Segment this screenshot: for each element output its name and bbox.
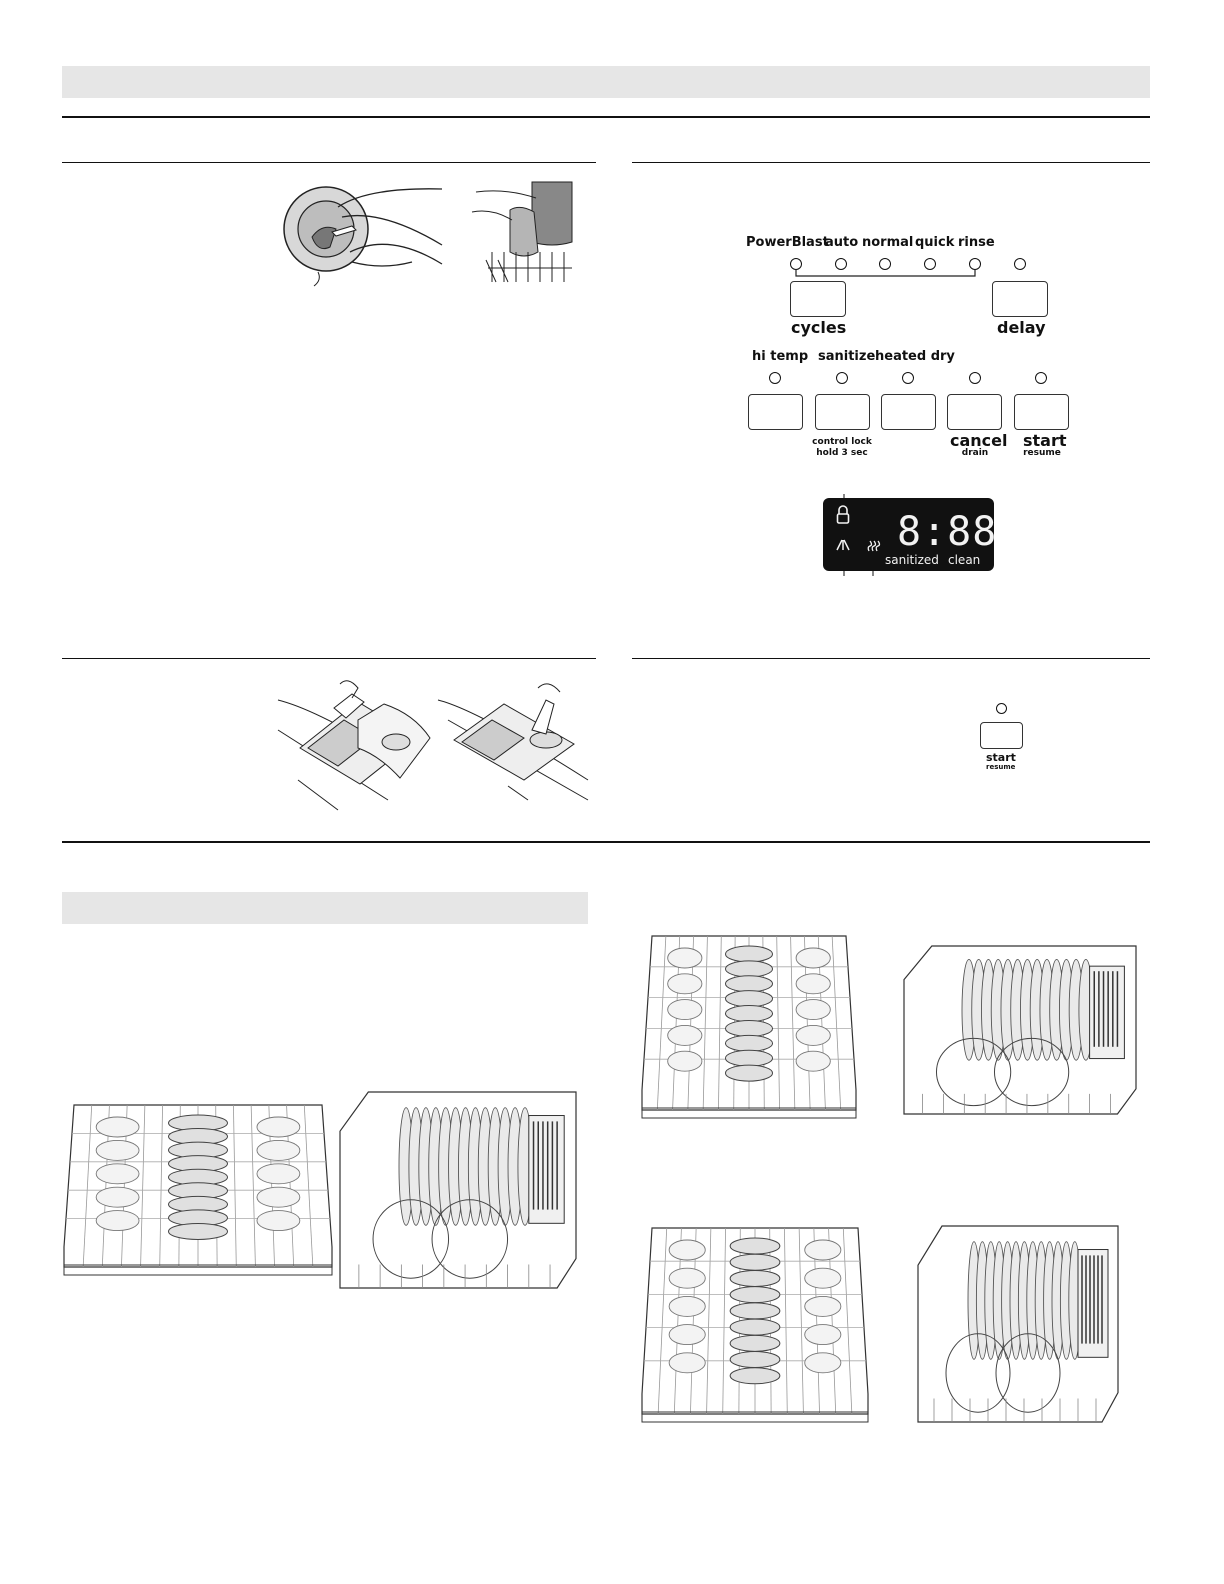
display-digits: 8:88 [897,509,998,555]
upper-rack-illustration-2 [642,936,856,1118]
display-clean: clean [948,553,981,567]
option-label-hi-temp: hi temp [752,349,809,364]
cycle-label-normal: normal [862,235,914,250]
cancel-drain-label: drain [961,448,989,458]
cancel-label: cancel [950,431,1008,450]
cycle-label-auto: auto [825,235,859,250]
option-label-sanitize: sanitize [818,349,876,364]
control-lock-label: control lock [812,437,872,447]
start-panel-resume-label: resume [986,763,1016,771]
lower-rack-illustration-3 [918,1226,1118,1422]
lower-rack-illustration-2 [904,946,1136,1114]
delay-label: delay [997,318,1046,337]
display-sanitized: sanitized [885,553,939,567]
option-label-heated-dry: heated dry [875,349,955,364]
lower-rack-illustration [340,1092,576,1288]
cycle-label-rinse: rinse [958,235,995,250]
start-panel-label: start [986,751,1016,764]
cycle-label-powerblast: PowerBlast [746,235,829,250]
upper-rack-illustration [64,1105,332,1275]
cycles-label: cycles [791,318,847,337]
control-lock-hold-label: hold 3 sec [816,448,868,458]
start-resume-label: resume [1023,448,1061,458]
start-label: start [1023,431,1067,450]
cycle-label-quick: quick [915,235,955,250]
upper-rack-illustration-3 [642,1228,868,1422]
